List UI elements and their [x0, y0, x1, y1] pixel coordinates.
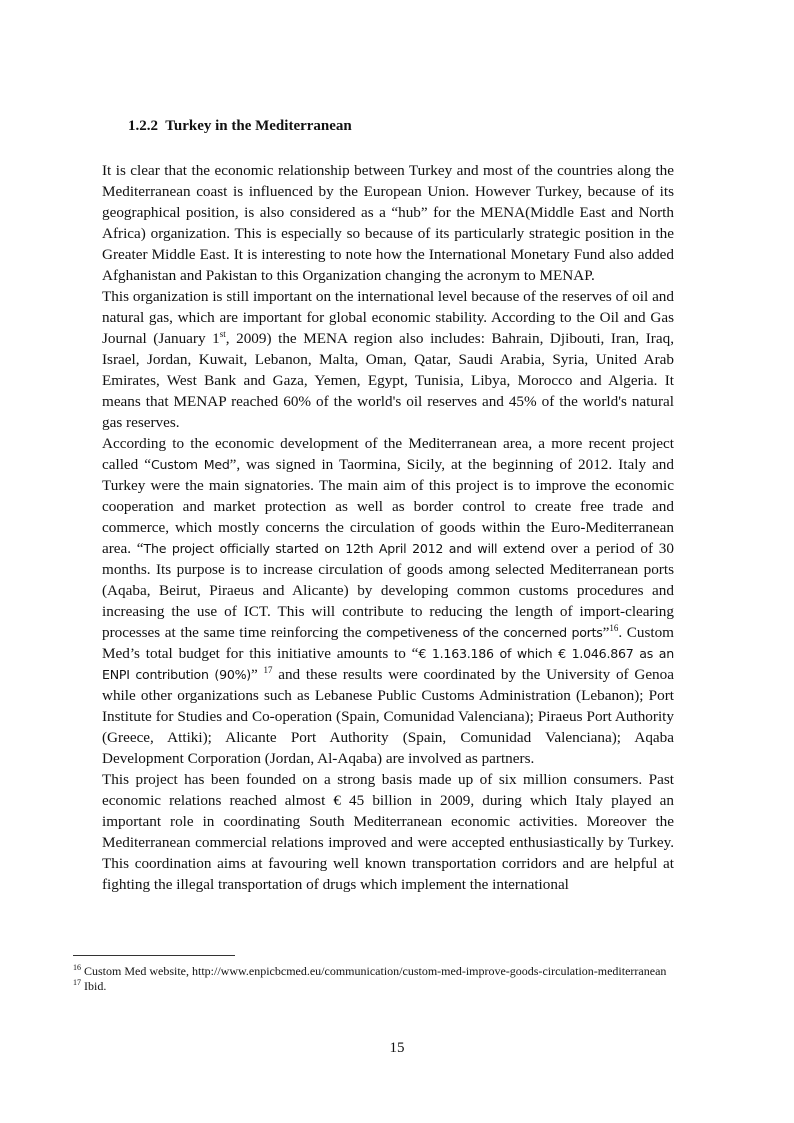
p3-text-4: ” — [602, 624, 610, 641]
p3-text-1: According to the economic development of the Mediterranean area, a more recent project called “ — [102, 435, 674, 473]
paragraph-3 — [102, 433, 674, 769]
paragraph-1: It is clear that the economic relationship between Turkey and most of the countries along the Mediterranean coast is influenced by the European Union. However Turkey, because of its geographical position, is also considered as a “hub” for the MENA(Middle East and North Africa) organization. This is especially so because of its particularly strategic position in the Greater Middle East. It is interesting to note how the International Monetary Fund also added Afghanistan and Pakistan to this Organization changing the acronym to MENAP. — [102, 162, 674, 284]
section-title: Turkey in the Mediterranean — [165, 118, 352, 134]
section-heading — [128, 118, 352, 135]
footnote-text: Ibid. — [81, 978, 107, 993]
paragraph-4: This project has been founded on a strong basis made up of six million consumers. Past economic relations reached almost € 45 billion in 2009, during which Italy played an important role in coordinating South Mediterranean economic activities. Moreover the Mediterranean commercial relations improved and were accepted enthusiastically by Turkey. This coordination aims at favouring well known transportation corridors and are helpful at fighting the illegal transportation of drugs which implement the international — [102, 771, 674, 893]
ordinal-suffix: st — [219, 328, 226, 339]
page-number: 15 — [389, 1040, 405, 1056]
footnote-16 — [73, 964, 673, 979]
custom-med-name: Custom Med — [151, 457, 230, 472]
p3-text-2: ”, was signed in Taormina, Sicily, at the beginning of 2012. Italy and Turkey were the main signatories. The main aim of this project is to improve the economic cooperation and market protection as well as border control to create free trade and commerce, which mostly concerns the circulation of goods within the Euro-Mediterranean area. “ — [102, 456, 674, 557]
p2-text-b: , 2009) the MENA region also includes: Bahrain, Djibouti, Iran, Iraq, Israel, Jordan, Kuwait, Lebanon, Malta, Oman, Qatar, Saudi Arabia, Syria, United Arab Emirates, West Bank and Gaza, Yemen, Egypt, Tunisia, Libya, Morocco and Algeria. It means that MENAP reached 60% of the world's oil reserves and 45% of the world's natural gas reserves. — [102, 330, 674, 431]
p3-text-5: . Custom Med’s total budget for this initiative amounts to “ — [102, 624, 674, 662]
quote-competiveness: competiveness of the concerned ports — [366, 625, 603, 640]
body-text — [102, 160, 674, 895]
footnote-17 — [73, 979, 673, 994]
paragraph-2 — [102, 286, 674, 433]
p2-text-a: This organization is still important on the international level because of the reserves of oil and natural gas, which are important for global economic stability. According to the Oil and Gas Journal (January 1 — [102, 288, 674, 347]
footnote-ref-16[interactable]: 16 — [609, 622, 619, 633]
p3-text-7: and these results were coordinated by the University of Genoa while other organizations such as Lebanese Public Customs Administration (Lebanon); Port Institute for Studies and Co-operation (Spain, Comunidad Valenciana); Piraeus Port Authority (Greece, Attiki); Alicante Port Authority (Spain, Comunidad Valenciana); Aqaba Development Corporation (Jordan, Al-Aqaba) are involved as partners. — [102, 666, 674, 767]
footnote-divider — [73, 955, 235, 956]
footnote-number: 16 — [73, 963, 81, 972]
footnote-ref-17[interactable]: 17 — [263, 664, 273, 675]
footnote-text: Custom Med website, http://www.enpicbcmed.eu/communication/custom-med-improve-goods-circulation-mediterranean — [81, 964, 667, 978]
footnotes — [73, 964, 673, 993]
footnote-number: 17 — [73, 977, 81, 987]
p3-text-6: ” — [250, 666, 264, 683]
quote-start-date: The project officially started on 12th April 2012 and will extend — [143, 541, 546, 556]
p3-text-3: over a period of 30 months. Its purpose is to increase circulation of goods among selected Mediterranean ports (Aqaba, Beirut, Piraeus and Alicante) by developing common customs procedures and increasing the use of ICT. This will contribute to reducing the length of import-clearing processes at the same time reinforcing the — [102, 540, 674, 641]
section-number: 1.2.2 — [128, 118, 158, 134]
quote-budget: € 1.163.186 of which € 1.046.867 as an ENPI contribution (90%) — [102, 646, 674, 682]
